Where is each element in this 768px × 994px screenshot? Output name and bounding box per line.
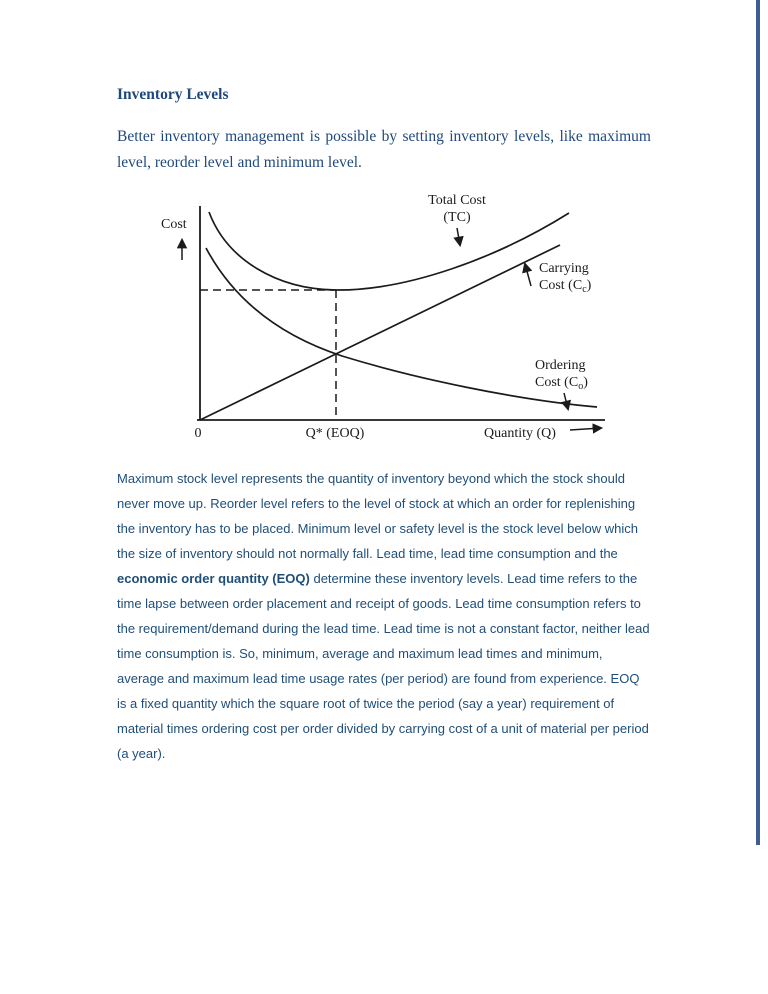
body-text-bold-eoq: economic order quantity (EOQ) xyxy=(117,571,310,586)
ordering-cost-label-pre: Cost (C xyxy=(535,375,579,390)
carrying-cost-label-line2 xyxy=(539,278,592,295)
body-text-part1: Maximum stock level represents the quantity of inventory beyond which the stock should never move up. Reorder level refers to the level of stock at which an order for replenishing the inventory has to be placed. Minimum level or safety level is the stock level below which the size of inventory should not normally fall. Lead time, lead time consumption and the xyxy=(117,471,638,561)
total-cost-label-line2: (TC) xyxy=(443,210,471,225)
carrying-cost-up-arrow-icon xyxy=(525,264,531,286)
intro-paragraph: Better inventory management is possible by setting inventory levels, like maximum level, reorder level and minimum level. xyxy=(117,128,651,171)
carrying-cost-label-post: ) xyxy=(586,278,592,293)
quantity-right-arrow-icon xyxy=(570,428,601,430)
total-cost-label-line1: Total Cost xyxy=(428,193,486,208)
right-edge-bar xyxy=(756,0,760,845)
ordering-cost-label-line1: Ordering xyxy=(535,358,586,373)
total-cost-down-arrow-icon xyxy=(457,228,460,245)
ordering-cost-down-arrow-icon xyxy=(564,393,568,409)
total-cost-curve xyxy=(209,212,569,290)
body-text-part2: determine these inventory levels. Lead time refers to the time lapse between order placement and receipt of goods. Lead time consumption refers to the requirement/demand during the lead time. Lead time is not a constant factor, neither lead time consumption is. So, minimum, average and maximum lead times and minimum, average and maximum lead time usage rates (per period) are found from experience. EOQ is a fixed quantity which the square root of twice the period (say a year) requirement of material times ordering cost per order divided by carrying cost of a unit of material per period (a year). xyxy=(117,571,650,761)
ordering-cost-subscript: o xyxy=(578,381,584,392)
origin-label: 0 xyxy=(194,426,202,441)
document-page xyxy=(117,86,651,766)
quantity-axis-label: Quantity (Q) xyxy=(484,426,556,441)
carrying-cost-line xyxy=(200,245,560,420)
body-paragraph xyxy=(117,466,651,766)
ordering-cost-label-post: ) xyxy=(583,375,588,390)
eoq-cost-chart xyxy=(127,188,647,458)
ordering-cost-label-line2 xyxy=(535,375,588,392)
eoq-chart-svg xyxy=(127,188,647,458)
carrying-cost-subscript: c xyxy=(582,284,587,295)
page-title: Inventory Levels xyxy=(117,86,229,103)
carrying-cost-label-line1: Carrying xyxy=(539,261,589,276)
qstar-label: Q* (EOQ) xyxy=(305,426,365,441)
carrying-cost-label-pre: Cost (C xyxy=(539,278,583,293)
cost-axis-label: Cost xyxy=(161,217,187,232)
